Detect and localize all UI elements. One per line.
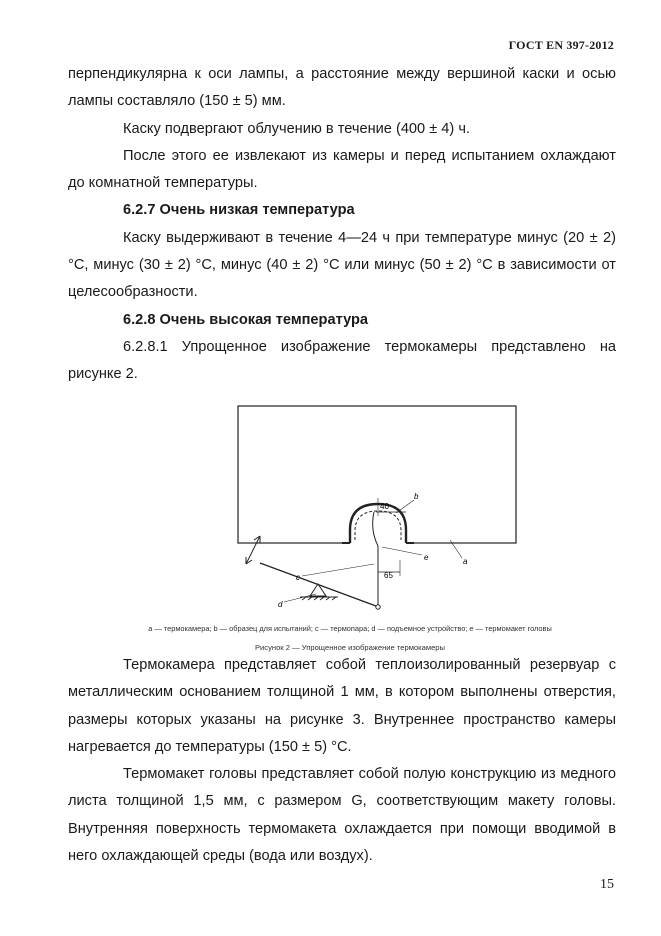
label-c: c [296,573,300,582]
paragraph: После этого ее извлекают из камеры и перед испытанием охлаждают до комнатной температуры. [68,147,616,192]
figure-thermochamber [150,400,610,630]
motion-arrow [246,536,260,564]
label-b: b [414,492,419,501]
paragraph: Термомакет головы представляет собой полую конструкцию из медного листа толщиной 1,5 мм, с размером G, соответствующим макету головы. Внутренняя поверхность термомакета охлаждается при помощи вводимой в него охлаждающей среды (вода или воздух). [68,766,616,865]
thermocouple-wire [373,512,378,605]
paragraph: перпендикулярна к оси лампы, а расстояние между вершиной каски и осью лампы составляло (150 ± 5) мм. [68,66,616,110]
section-heading: 6.2.7 Очень низкая температура [123,202,355,219]
figure-caption: Рисунок 2 — Упрощенное изображение термокамеры [254,643,445,652]
paragraph: Каску подвергают облучению в течение (400 ± 4) ч. [123,120,470,137]
section-heading: 6.2.8 Очень высокая температура [123,311,369,328]
paragraph: Термокамера представляет собой теплоизолированный резервуар с металлическим основанием толщиной 1 мм, в котором выполнены отверстия, размеры которых указаны на рисунке 3. Внутреннее пространство камеры нагревается до температуры (150 ± 5) °С. [68,657,616,755]
chamber-outline [238,406,516,543]
paragraph: 6.2.8.1 Упрощенное изображение термокамеры представлено на рисунке 2. [68,338,616,383]
label-dim-top: 40 [380,502,389,511]
thermochamber-diagram [150,400,610,630]
page-number: 15 [600,877,614,892]
label-d: d [278,600,283,609]
label-dim-bottom: 65 [384,571,393,580]
document-header: ГОСТ EN 397-2012 [508,38,614,52]
figure-legend: a — термокамера; b — образец для испытаний; c — термопара; d — подъемное устройство; e — термомакет головы [148,624,552,633]
label-e: e [424,553,429,562]
lift-pivot [376,605,380,609]
body-text-bottom [68,652,616,870]
label-a: a [463,557,468,566]
paragraph: Каску выдерживают в течение 4—24 ч при температуре минус (20 ± 2) °С, минус (30 ± 2) °С, минус (40 ± 2) °С или минус (50 ± 2) °С в зависимости от целесообразности. [68,229,616,301]
support-triangle [310,584,326,596]
body-text-top [68,61,616,389]
